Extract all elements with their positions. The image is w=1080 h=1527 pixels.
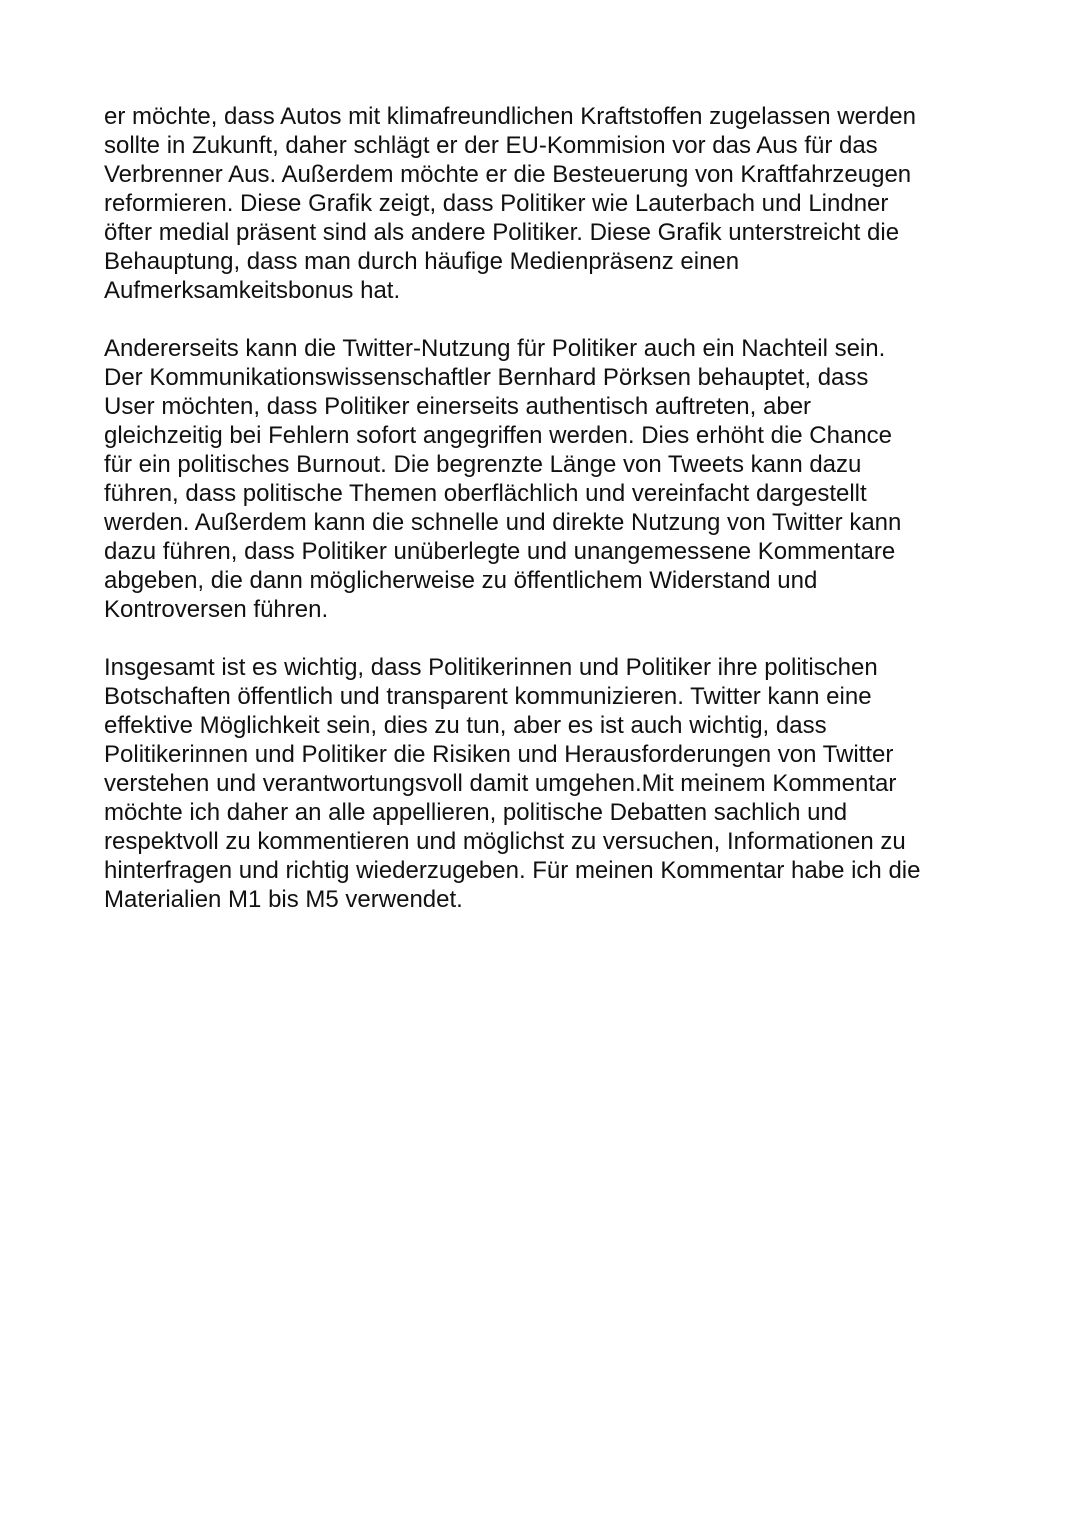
text-line: Insgesamt ist es wichtig, dass Politikerinnen und Politiker ihre politischen <box>104 654 878 681</box>
text-line: reformieren. Diese Grafik zeigt, dass Politiker wie Lauterbach und Lindner <box>104 190 889 217</box>
text-line: er möchte, dass Autos mit klimafreundlichen Kraftstoffen zugelassen werden <box>104 103 916 130</box>
paragraph-3 <box>104 653 984 914</box>
text-line: Andererseits kann die Twitter-Nutzung für Politiker auch ein Nachteil sein. <box>104 335 886 362</box>
text-line: abgeben, die dann möglicherweise zu öffentlichem Widerstand und <box>104 567 818 594</box>
text-line: öfter medial präsent sind als andere Politiker. Diese Grafik unterstreicht die <box>104 219 900 246</box>
text-line: respektvoll zu kommentieren und möglichst zu versuchen, Informationen zu <box>104 828 906 855</box>
paragraph-spacer <box>104 624 984 653</box>
text-line: User möchten, dass Politiker einerseits authentisch auftreten, aber <box>104 393 812 420</box>
text-line: Aufmerksamkeitsbonus hat. <box>104 277 401 304</box>
text-line: effektive Möglichkeit sein, dies zu tun, aber es ist auch wichtig, dass <box>104 712 827 739</box>
text-line: Botschaften öffentlich und transparent kommunizieren. Twitter kann eine <box>104 683 872 710</box>
text-line: werden. Außerdem kann die schnelle und direkte Nutzung von Twitter kann <box>104 509 902 536</box>
text-line: hinterfragen und richtig wiederzugeben. Für meinen Kommentar habe ich die <box>104 857 921 884</box>
paragraph-spacer <box>104 305 984 334</box>
text-line: verstehen und verantwortungsvoll damit umgehen.Mit meinem Kommentar <box>104 770 897 797</box>
document-body <box>104 102 984 914</box>
paragraph-2 <box>104 334 984 624</box>
text-line: für ein politisches Burnout. Die begrenzte Länge von Tweets kann dazu <box>104 451 862 478</box>
paragraph-1 <box>104 102 984 305</box>
text-line: möchte ich daher an alle appellieren, politische Debatten sachlich und <box>104 799 848 826</box>
text-line: Der Kommunikationswissenschaftler Bernhard Pörksen behauptet, dass <box>104 364 869 391</box>
text-line: Materialien M1 bis M5 verwendet. <box>104 886 463 913</box>
text-line: gleichzeitig bei Fehlern sofort angegriffen werden. Dies erhöht die Chance <box>104 422 893 449</box>
text-line: Kontroversen führen. <box>104 596 329 623</box>
text-line: sollte in Zukunft, daher schlägt er der EU-Kommision vor das Aus für das <box>104 132 878 159</box>
text-line: führen, dass politische Themen oberflächlich und vereinfacht dargestellt <box>104 480 867 507</box>
text-line: Politikerinnen und Politiker die Risiken und Herausforderungen von Twitter <box>104 741 894 768</box>
text-line: Verbrenner Aus. Außerdem möchte er die Besteuerung von Kraftfahrzeugen <box>104 161 912 188</box>
text-line: Behauptung, dass man durch häufige Medienpräsenz einen <box>104 248 740 275</box>
text-line: dazu führen, dass Politiker unüberlegte und unangemessene Kommentare <box>104 538 896 565</box>
